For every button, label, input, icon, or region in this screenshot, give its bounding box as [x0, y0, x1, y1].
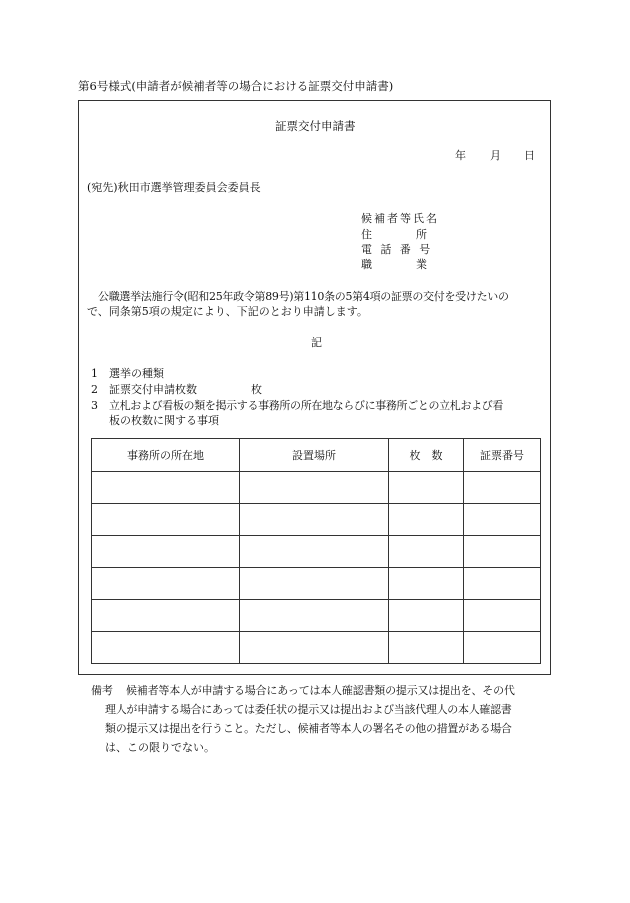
table-cell — [92, 472, 240, 504]
table-cell — [389, 600, 464, 632]
remarks-label: 備考 — [91, 684, 113, 697]
item-3-text-cont: 板の枚数に関する事項 — [109, 414, 219, 427]
header-office-location: 事務所の所在地 — [92, 439, 240, 472]
table-cell — [464, 632, 541, 664]
item-3-number: 3 — [91, 399, 98, 412]
form-title: 証票交付申請書 — [275, 119, 356, 133]
item-3-text: 立札および看板の類を掲示する事務所の所在地ならびに事務所ごとの立札および看 — [109, 399, 504, 412]
applicant-address-label: 住 所 — [361, 228, 427, 241]
table-cell — [464, 568, 541, 600]
table-cell — [464, 600, 541, 632]
table-cell — [240, 632, 389, 664]
table-cell — [240, 472, 389, 504]
item-2-number: 2 — [91, 383, 98, 396]
applicant-phone-label: 電 話 番 号 — [361, 243, 429, 256]
table-cell — [92, 536, 240, 568]
table-cell — [92, 632, 240, 664]
table-cell — [389, 504, 464, 536]
remarks-line3: 類の提示又は提出を行うこと。ただし、候補者等本人の署名その他の措置がある場合 — [105, 722, 512, 735]
form-number: 第6号様式(申請者が候補者等の場合における証票交付申請書) — [78, 79, 394, 93]
table-cell — [240, 536, 389, 568]
header-count: 枚 数 — [389, 439, 464, 472]
table-row — [92, 600, 541, 632]
applicant-name-label: 候補者等氏名 — [361, 212, 439, 225]
table-row — [92, 568, 541, 600]
remarks-line4: は、この限りでない。 — [105, 741, 215, 754]
header-installation-place: 設置場所 — [240, 439, 389, 472]
addressee: (宛先)秋田市選挙管理委員会委員長 — [87, 181, 261, 194]
date-year: 年 — [455, 149, 466, 162]
header-certificate-number: 証票番号 — [464, 439, 541, 472]
item-2-text: 証票交付申請枚数 — [109, 383, 197, 396]
table-cell — [464, 536, 541, 568]
date-day: 日 — [524, 149, 535, 162]
table-cell — [464, 504, 541, 536]
applicant-occupation-label: 職 業 — [361, 258, 427, 271]
table-cell — [389, 472, 464, 504]
body-text-line2: で、同条第5項の規定により、下記のとおり申請します。 — [87, 305, 368, 318]
remarks-line2: 理人が申請する場合にあっては委任状の提示又は提出および当該代理人の本人確認書 — [105, 703, 512, 716]
table-cell — [92, 568, 240, 600]
ki-heading: 記 — [311, 336, 322, 349]
date-month: 月 — [490, 149, 501, 162]
table-cell — [240, 568, 389, 600]
table-cell — [240, 600, 389, 632]
remarks-line1: 候補者等本人が申請する場合にあっては本人確認書類の提示又は提出を、その代 — [126, 684, 515, 697]
item-2-unit: 枚 — [251, 383, 262, 396]
table-row — [92, 472, 541, 504]
table-row — [92, 536, 541, 568]
table-cell — [92, 600, 240, 632]
table-row — [92, 504, 541, 536]
table-cell — [389, 568, 464, 600]
office-table — [91, 438, 541, 664]
table-cell — [92, 504, 240, 536]
table-cell — [464, 472, 541, 504]
item-1-number: 1 — [91, 367, 98, 380]
table-cell — [389, 536, 464, 568]
table-header-row — [92, 439, 541, 472]
table-row — [92, 632, 541, 664]
table-cell — [389, 632, 464, 664]
item-1-text: 選挙の種類 — [109, 367, 164, 380]
table-cell — [240, 504, 389, 536]
body-text-line1: 公職選挙法施行令(昭和25年政令第89号)第110条の5第4項の証票の交付を受けたいの — [98, 290, 509, 303]
